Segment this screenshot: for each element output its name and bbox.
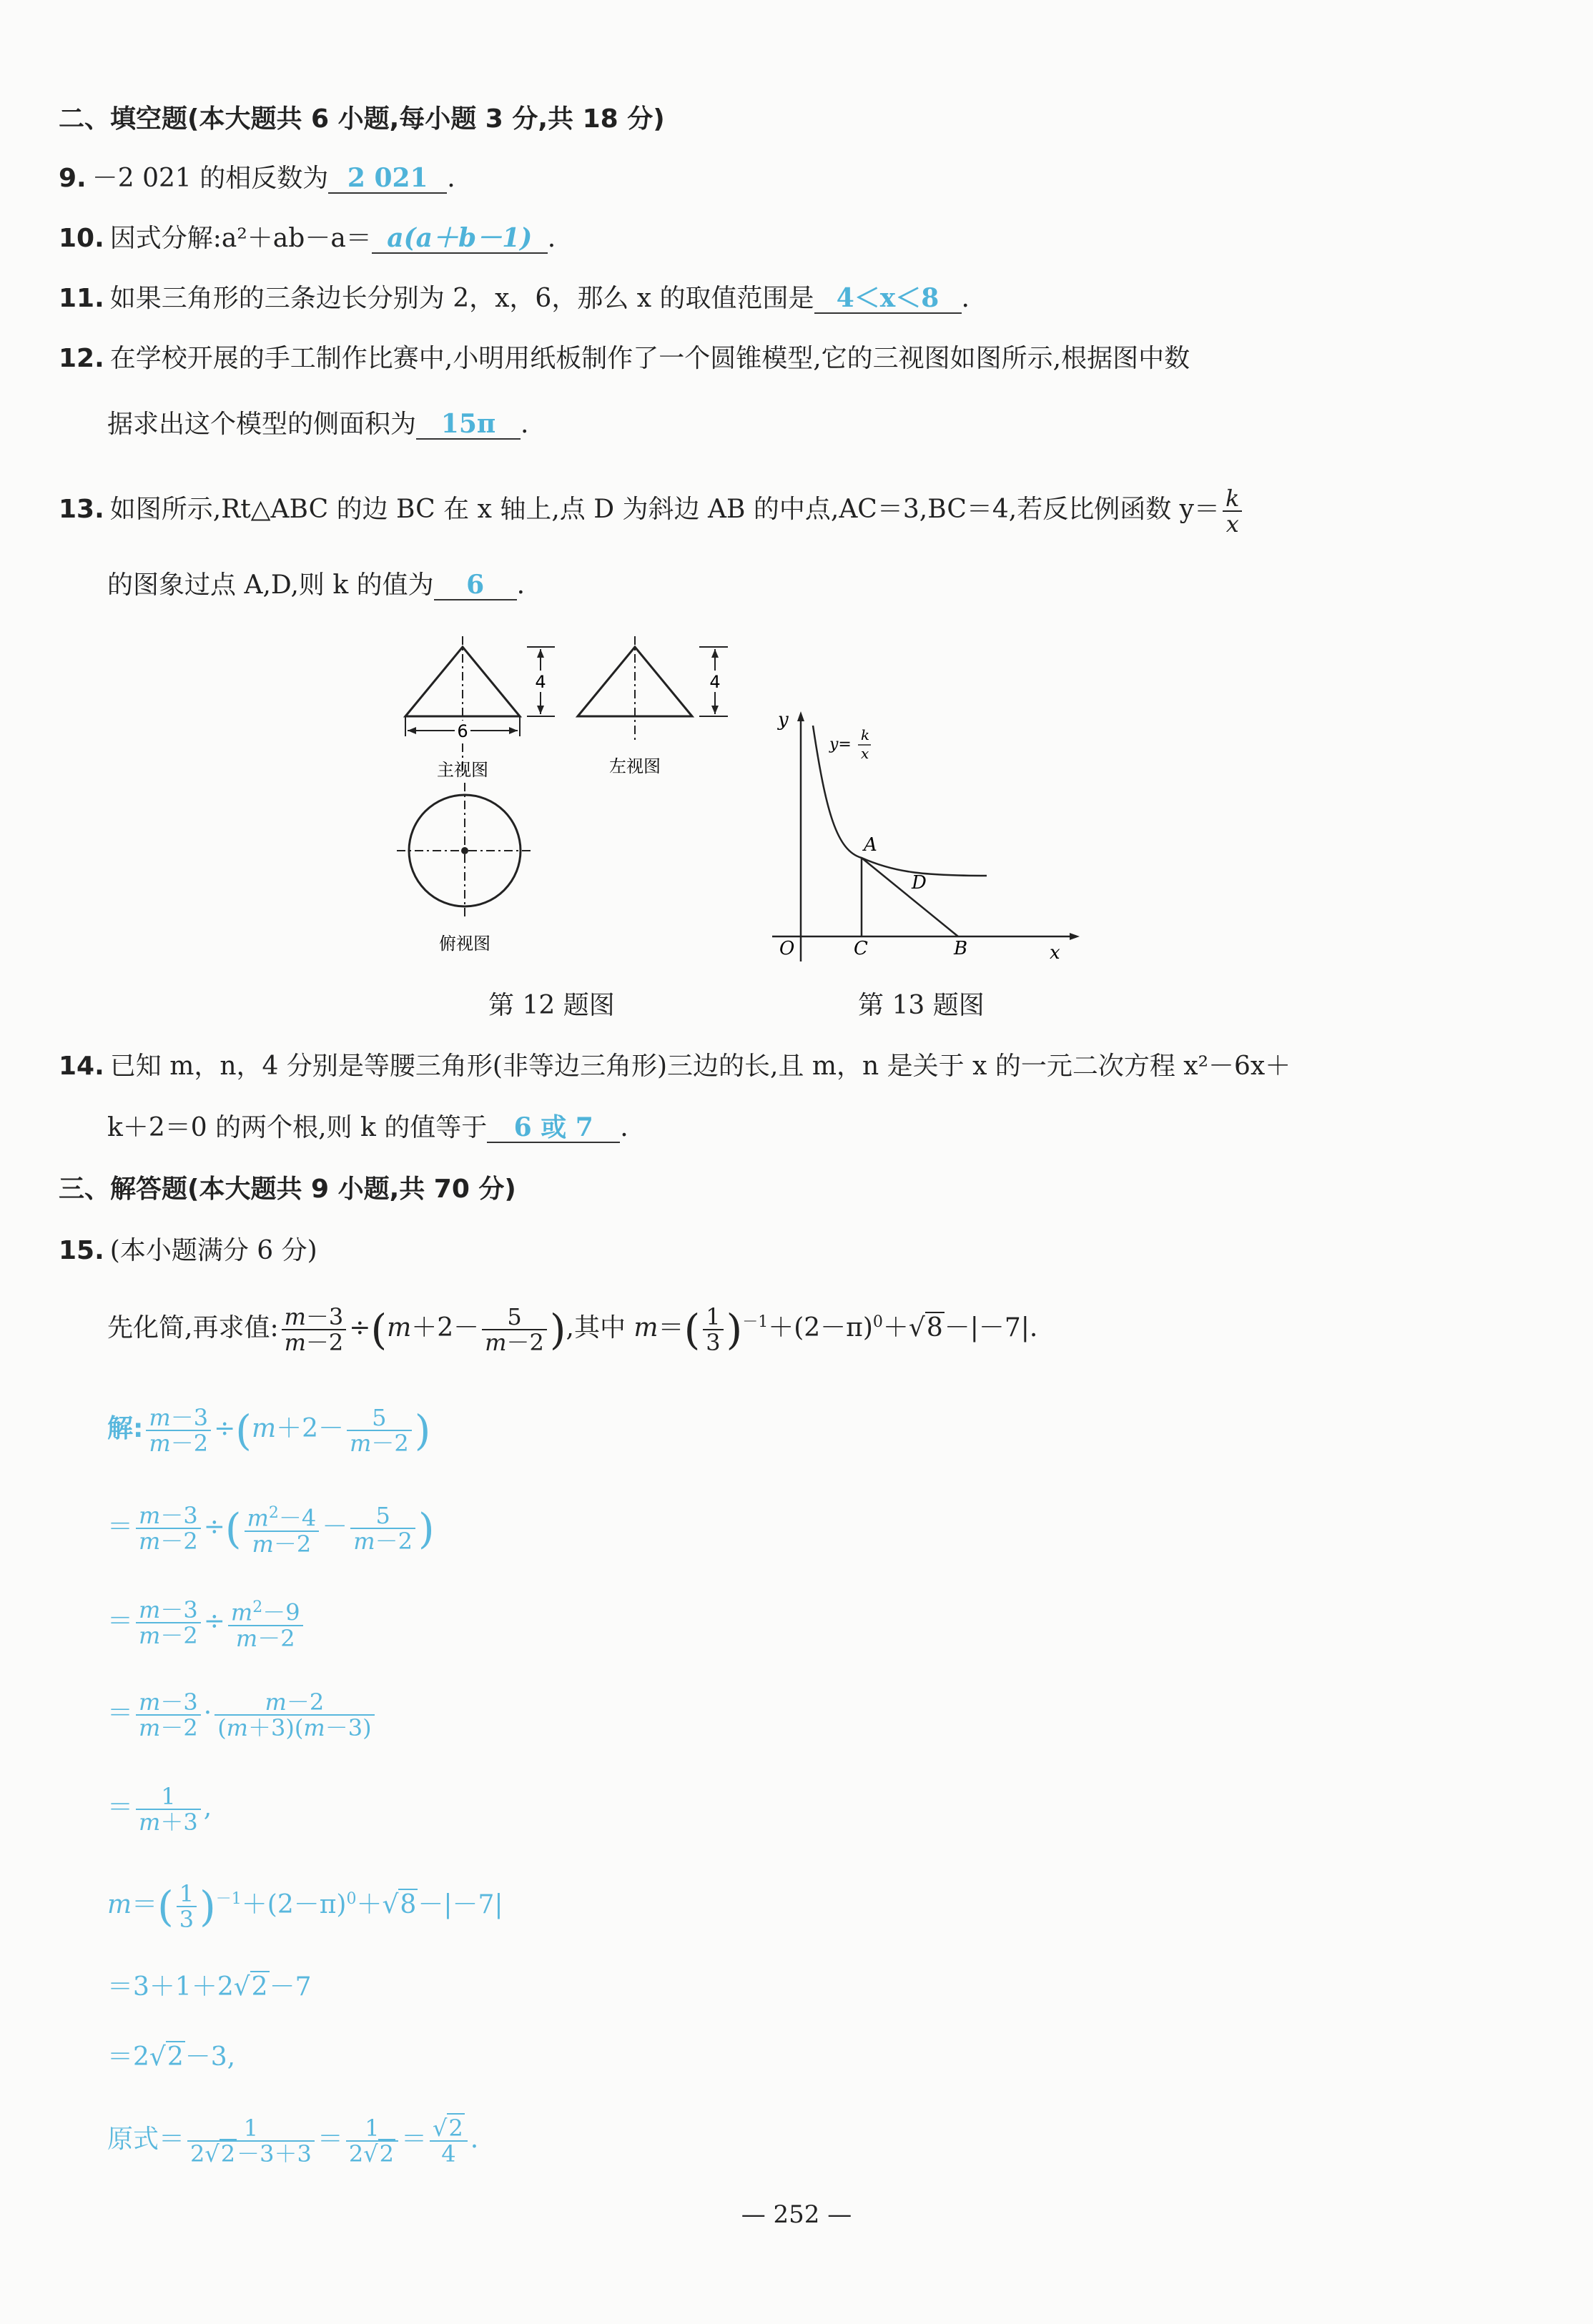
solution-step-9: 原式＝ $\frac{1}{2√2-3+3}$ ＝ $\frac{1}{2√2}$ ＝ $\frac{√2}{4}$ . [107, 2115, 479, 2167]
point-A-label: A [864, 834, 877, 856]
fraction-k-over-x [1223, 486, 1242, 536]
section-heading-fill-blank: 二、填空题(本大题共 6 小题,每小题 3 分,共 18 分) [59, 104, 665, 134]
solution-step-5: ＝ $\frac{1}{m+3}$ , [107, 1783, 212, 1836]
equals: ＝ [107, 1606, 134, 1636]
question-12-line1 [59, 343, 1190, 375]
question-9 [59, 163, 455, 194]
question-text: 因式分解:a²＋ab－a＝ [109, 224, 372, 253]
question-13-line2 [107, 570, 525, 601]
question-number: 15. [59, 1236, 104, 1265]
side-view-label: 左视图 [609, 756, 661, 776]
question-text: k＋2＝0 的两个根,则 k 的值等于 [107, 1113, 488, 1142]
function-label-x: x [861, 745, 869, 762]
answer-blank: 6 或 7 [487, 1113, 620, 1143]
solution-step-2: ＝ $\frac{m-3}{m-2}$ ÷( $\frac{m^2-4}{m-2}$ － $\frac{5}{m-2}$ ) [107, 1502, 435, 1558]
answer-blank: a(a＋b－1) [372, 224, 548, 254]
question-number: 9. [59, 164, 87, 193]
question-number: 13. [59, 495, 104, 524]
side-view [578, 636, 728, 743]
x-axis-label: x [1050, 942, 1060, 964]
question-text: －2 021 的相反数为 [92, 164, 329, 193]
punct: . [521, 410, 529, 439]
question-number: 12. [59, 344, 104, 373]
section-heading-solve: 三、解答题(本大题共 9 小题,共 70 分) [59, 1175, 516, 1204]
fraction: $\frac{1}{2√2-3+3}$ [187, 2116, 315, 2166]
top-view-label: 俯视图 [439, 934, 490, 954]
question-15-header [59, 1235, 317, 1267]
height-label-front: 4 [535, 672, 546, 692]
fraction: $\frac{5}{m-2}$ [347, 1405, 412, 1455]
origin-label: O [779, 938, 795, 959]
answer-blank: 6 [434, 570, 517, 600]
question-text: 已知 m，n，4 分别是等腰三角形(非等边三角形)三边的长,且 m，n 是关于 x 的一元二次方程 x²－6x＋ [109, 1052, 1291, 1081]
question-text: 如果三角形的三条边长分别为 2，x，6，那么 x 的取值范围是 [109, 284, 814, 313]
equals: ＝ [107, 1512, 134, 1542]
point-C-label: C [854, 938, 868, 959]
segment-AB [862, 858, 958, 936]
solution-step-4: ＝ $\frac{m-3}{m-2}$ · $\frac{m-2}{(m+3)(m-3)}$ [107, 1690, 378, 1740]
fraction: $\frac{5}{m-2}$ [482, 1305, 547, 1355]
fraction: $\frac{m-2}{(m+3)(m-3)}$ [214, 1690, 374, 1740]
fraction: $\frac{1}{m+3}$ [136, 1784, 201, 1834]
numerator: k [1225, 485, 1240, 512]
question-text: 的图象过点 A,D,则 k 的值为 [107, 570, 434, 600]
function-label-y: y= [829, 736, 852, 753]
front-view-label: 主视图 [437, 760, 488, 780]
question-15-prompt: 先化简,再求值: $\frac{m-3}{m-2}$ ÷(m＋2－ $\frac{5}{m-2}$ ),其中 m＝( $\frac{1}{3}$ )$^{-1}+(2-\pi)^0+√8-|-7|$. [107, 1303, 1038, 1356]
fraction: $\frac{m^2-9}{m-2}$ [228, 1596, 303, 1651]
solution-step-1: 解: $\frac{m-3}{m-2}$ ÷(m＋2－ $\frac{5}{m-2}$ ) [107, 1404, 431, 1457]
width-label: 6 [457, 721, 468, 741]
figure-13-graph [765, 704, 1087, 969]
fraction: $\frac{m-3}{m-2}$ [282, 1305, 347, 1355]
answer-blank: 15π [416, 410, 521, 440]
equals: ＝ [107, 1972, 134, 2002]
fraction: $\frac{m-3}{m-2}$ [136, 1598, 201, 1648]
point-D-label: D [912, 872, 927, 894]
fraction: $\frac{1}{3}$ [703, 1305, 723, 1355]
question-score: (本小题满分 6 分) [109, 1236, 317, 1265]
page-number: — 252 — [741, 2200, 852, 2229]
solution-step-3: ＝ $\frac{m-3}{m-2}$ ÷ $\frac{m^2-9}{m-2}$ [107, 1596, 306, 1651]
solution-result-label: 原式＝ [107, 2125, 185, 2154]
equals: ＝ [107, 1793, 134, 1822]
question-13-line1 [59, 486, 1245, 536]
question-text: 据求出这个模型的侧面积为 [107, 410, 417, 439]
question-14-line1 [59, 1051, 1291, 1082]
solution-step-6: m＝( $\frac{1}{3}$ )$^{-1}+(2-\pi)^0+√8-|-7|$ [107, 1880, 503, 1933]
solution-step-8: ＝2√2－3, [107, 2042, 236, 2072]
answer-blank: 4＜x＜8 [814, 284, 962, 314]
fraction: $\frac{√2}{4}$ [430, 2116, 468, 2166]
figure-12-three-views [386, 636, 729, 972]
y-axis-label: y [778, 709, 789, 731]
y-axis-arrow [797, 711, 804, 721]
denominator: x [1223, 510, 1242, 536]
solution-step-7: ＝3＋1＋2√2－7 [107, 1972, 312, 2002]
question-text: 在学校开展的手工制作比赛中,小明用纸板制作了一个圆锥模型,它的三视图如图所示,根据图中数 [109, 344, 1190, 373]
point-B-label: B [954, 938, 968, 959]
punct: . [547, 224, 556, 253]
punct: . [516, 570, 526, 600]
punct: . [620, 1113, 628, 1142]
question-11 [59, 283, 970, 315]
function-label-k: k [861, 726, 870, 743]
solution-label: 解: [107, 1414, 144, 1443]
question-text: 先化简,再求值: [107, 1313, 279, 1343]
punct: . [961, 284, 970, 313]
top-view [397, 783, 533, 919]
front-view [405, 636, 555, 779]
question-number: 10. [59, 224, 104, 253]
x-axis-arrow [1070, 933, 1080, 940]
fraction: $\frac{m^2-4}{m-2}$ [245, 1501, 320, 1556]
question-14-line2 [107, 1112, 628, 1144]
height-label-side: 4 [709, 672, 721, 692]
fraction: $\frac{m-3}{m-2}$ [146, 1405, 211, 1455]
question-10 [59, 223, 556, 254]
figure-13-caption: 第 13 题图 [858, 991, 985, 1020]
fraction: $\frac{1}{2√2}$ [346, 2116, 398, 2166]
center-dot [461, 847, 468, 854]
figure-12-caption: 第 12 题图 [488, 991, 615, 1020]
fraction: $\frac{m-3}{m-2}$ [136, 1503, 201, 1553]
question-text: 如图所示,Rt△ABC 的边 BC 在 x 轴上,点 D 为斜边 AB 的中点,AC＝3,BC＝4,若反比例函数 y＝ [109, 495, 1220, 524]
question-number: 11. [59, 284, 104, 313]
equals: ＝ [107, 2042, 134, 2072]
question-12-line2 [107, 409, 528, 440]
fraction: $\frac{5}{m-2}$ [350, 1503, 415, 1553]
punct: . [447, 164, 455, 193]
fraction: $\frac{1}{3}$ [177, 1882, 197, 1932]
fraction: $\frac{m-3}{m-2}$ [136, 1690, 201, 1740]
equals: ＝ [107, 1699, 134, 1728]
answer-blank: 2 021 [328, 164, 447, 194]
question-number: 14. [59, 1052, 104, 1081]
